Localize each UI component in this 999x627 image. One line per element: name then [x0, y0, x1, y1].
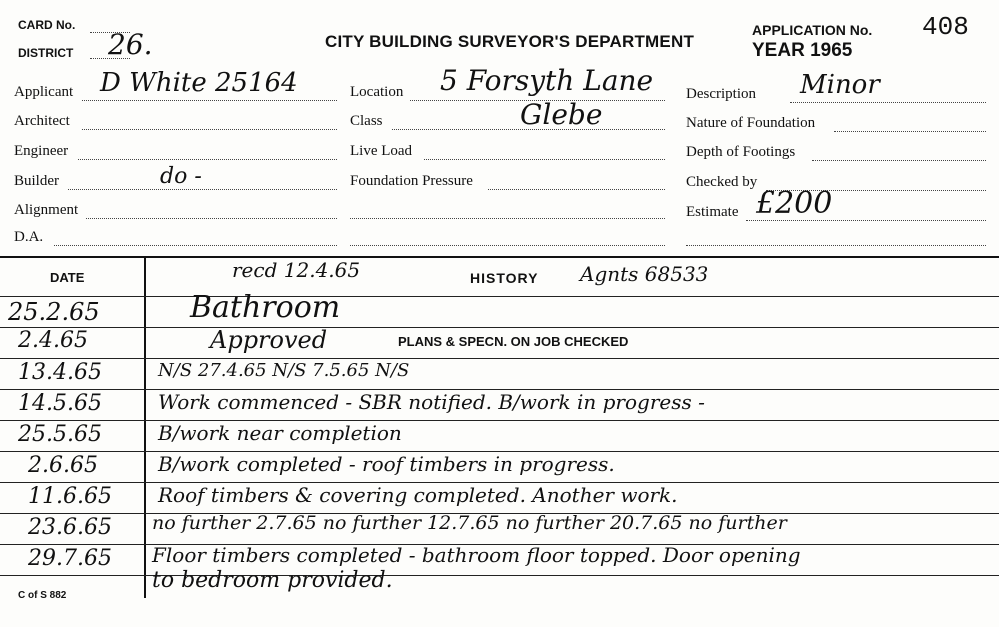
history-row-text: no further 2.7.65 no further 12.7.65 no further 20.7.65 no further — [152, 512, 787, 534]
department-title: CITY BUILDING SURVEYOR'S DEPARTMENT — [325, 32, 695, 51]
history-row-date: 2.6.65 — [28, 453, 98, 478]
card-no-label: CARD No. — [18, 18, 76, 32]
row-rule — [0, 358, 999, 359]
date-header: DATE — [50, 270, 85, 285]
engineer-line — [78, 159, 337, 160]
history-top-rule — [0, 256, 999, 258]
row-rule — [0, 575, 999, 576]
history-row-date: 25.2.65 — [8, 298, 100, 326]
history-row-date: 25.5.65 — [18, 422, 102, 447]
history-row-text: Roof timbers & covering completed. Another work. — [158, 483, 678, 507]
live-load-label: Live Load — [350, 143, 413, 159]
applicant-line — [82, 100, 337, 101]
architect-line — [82, 129, 337, 130]
nature-of-foundation-line — [834, 131, 986, 132]
history-row-date: 13.4.65 — [18, 360, 102, 385]
history-row-date: 14.5.65 — [18, 391, 102, 416]
applicant-value: D White 25164 — [100, 68, 298, 98]
builder-value: do - — [160, 164, 202, 189]
history-row-text: to bedroom provided. — [152, 568, 393, 593]
da-line — [54, 245, 337, 246]
location-label: Location — [350, 84, 404, 100]
date-column-divider — [144, 258, 146, 598]
estimate-label: Estimate — [686, 204, 739, 220]
plans-checked-stamp: PLANS & SPECN. ON JOB CHECKED — [398, 334, 629, 349]
history-row-text: B/work completed - roof timbers in progress. — [158, 452, 615, 476]
agents-note: Agnts 68533 — [580, 262, 709, 286]
row-rule — [0, 296, 999, 297]
depth-of-footings-label: Depth of Footings — [686, 144, 796, 160]
district-label: DISTRICT — [18, 46, 74, 60]
description-line — [790, 102, 986, 103]
class-line — [392, 129, 665, 130]
engineer-label: Engineer — [14, 143, 69, 159]
history-row-date: 23.6.65 — [28, 515, 112, 540]
district-value: 26. — [108, 28, 153, 61]
architect-label: Architect — [14, 113, 70, 129]
live-load-line — [424, 159, 665, 160]
middle-blank-line-1 — [350, 218, 665, 219]
row-rule — [0, 420, 999, 421]
location-value: 5 Forsyth Lane — [440, 64, 654, 97]
right-blank-line — [686, 245, 986, 246]
alignment-line — [86, 218, 337, 219]
application-number: 408 — [922, 12, 969, 42]
middle-blank-line-2 — [350, 245, 665, 246]
checked-by-label: Checked by — [686, 174, 758, 190]
foundation-pressure-label: Foundation Pressure — [350, 173, 473, 189]
depth-of-footings-line — [812, 160, 986, 161]
row-rule — [0, 327, 999, 328]
history-row-text: Bathroom — [190, 290, 341, 325]
applicant-label: Applicant — [14, 84, 74, 100]
recd-note: recd 12.4.65 — [232, 258, 361, 282]
da-label: D.A. — [14, 229, 44, 245]
builder-label: Builder — [14, 173, 59, 189]
foundation-pressure-line — [488, 189, 665, 190]
history-row-text: Floor timbers completed - bathroom floor topped. Door opening — [152, 543, 801, 567]
nature-of-foundation-label: Nature of Foundation — [686, 115, 816, 131]
builder-line — [68, 189, 337, 190]
estimate-value: £200 — [756, 186, 833, 221]
description-value: Minor — [800, 70, 880, 100]
history-row-text: B/work near completion — [158, 421, 402, 445]
history-row-text: Approved — [210, 326, 328, 354]
location-value-2: Glebe — [520, 98, 603, 131]
history-row-text: N/S 27.4.65 N/S 7.5.65 N/S — [158, 360, 410, 381]
history-row-date: 11.6.65 — [28, 484, 112, 509]
alignment-label: Alignment — [14, 202, 79, 218]
history-row-text: Work commenced - SBR notified. B/work in progress - — [158, 390, 705, 414]
application-label: APPLICATION No. — [752, 22, 873, 38]
form-code: C of S 882 — [18, 590, 67, 601]
history-header: HISTORY — [470, 270, 539, 286]
year-label: YEAR 1965 — [752, 40, 853, 61]
description-label: Description — [686, 86, 756, 102]
history-row-date: 2.4.65 — [18, 328, 88, 353]
class-label: Class — [350, 113, 383, 129]
history-row-date: 29.7.65 — [28, 546, 112, 571]
